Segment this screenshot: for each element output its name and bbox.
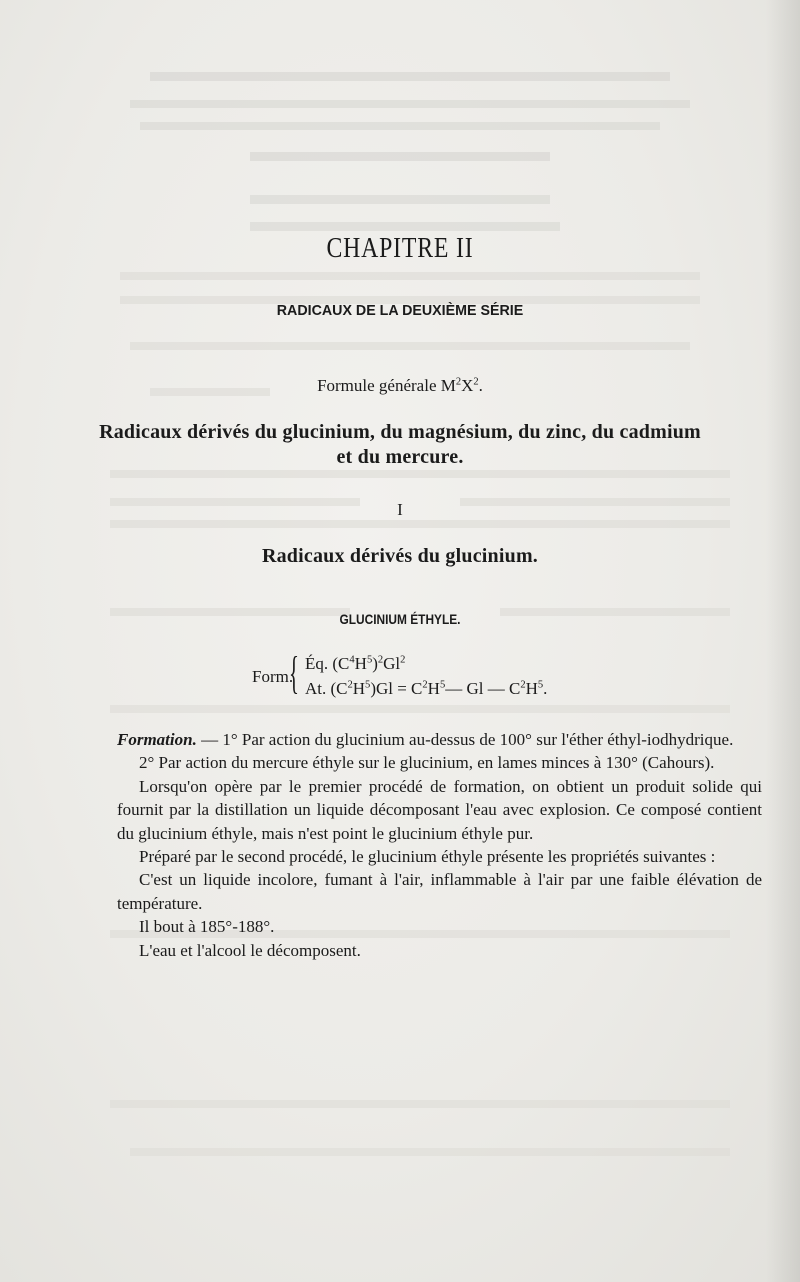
chapter-title: CHAPITRE II [326,232,474,264]
paragraph-6: Il bout à 185°-188°. [139,917,275,937]
paragraph-formation: Formation. — 1° Par action du glucinium au-dessus de 100° sur l'éther éthyl-iodhydrique. [117,730,734,749]
paragraph-5: C'est un liquide incolore, fumant à l'air, inflammable à l'air par une faible élévation de température. [117,870,762,913]
main-heading: Radicaux dérivés du glucinium, du magnésium, du zinc, du cadmium et du mercure. [99,421,701,468]
chapter-subtitle: RADICAUX DE LA DEUXIÈME SÉRIE [276,302,524,319]
paragraph-2: 2° Par action du mercure éthyle sur le glucinium, en lames minces à 130° (Cahours). [139,753,715,773]
general-formula: Formule générale $M^2X^2$. [317,376,483,395]
formula-label: Form. [252,667,294,686]
paragraph-3: Lorsqu'on opère par le premier procédé de formation, on obtient un produit solide qui fournit par la distillation un liquide décomposant l'eau avec explosion. Ce composé contient du glucinium éthyle, mais n'est point le glucinium éthyle pur. [117,776,762,843]
body-text [117,728,762,962]
section-number: I [397,500,403,519]
atomic-formula: At. $(C^2H^5)Gl$ = $C^2H^5—$ Gl — $C^2H^5$. [305,679,548,698]
compound-title: GLUCINIUM ÉTHYLE. [339,611,461,627]
section-heading: Radicaux dérivés du glucinium. [261,545,539,567]
paragraph-7: L'eau et l'alcool le décomposent. [139,940,361,960]
brace-symbol: { [289,647,299,698]
equivalent-formula: Éq. $(C^4H^5)^2Gl^2$ [305,654,406,673]
paragraph-4: Préparé par le second procédé, le glucinium éthyle présente les propriétés suivantes : [139,847,716,867]
formation-label: Formation. [117,730,197,749]
page-edge-shadow [766,0,800,1282]
